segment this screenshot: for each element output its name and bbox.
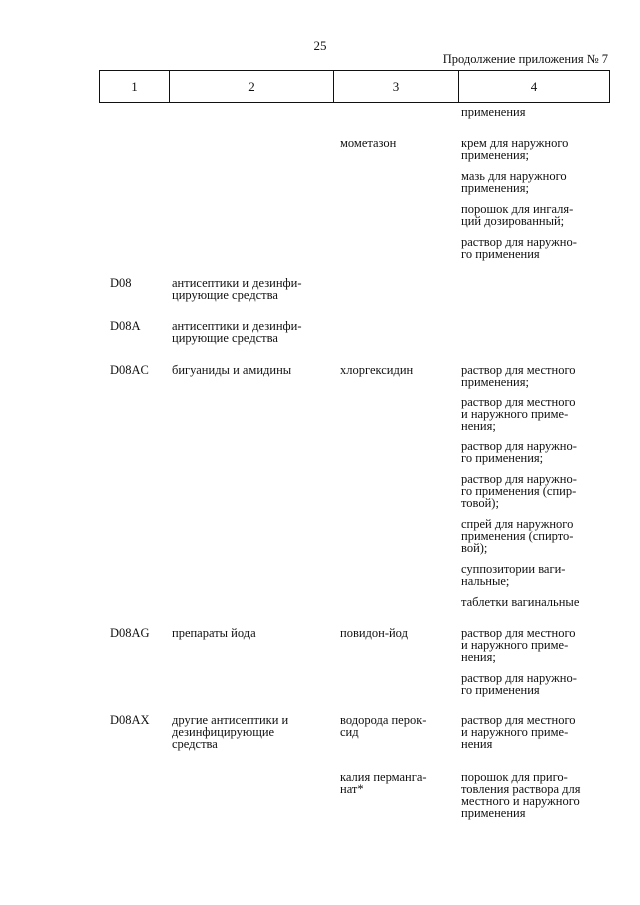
form-cell: порошок для ингаля- ций дозированный; <box>461 202 574 228</box>
header-col-2: 2 <box>170 71 334 102</box>
page-number: 25 <box>313 38 327 53</box>
form-cell: раствор для наружно- го применения (спир- товой); <box>461 472 577 510</box>
drug-cell: хлоргексидин <box>340 363 414 377</box>
group-name-cell: антисептики и дезинфи- цирующие средства <box>172 276 302 302</box>
form-cell: раствор для местного и наружного приме- нения; <box>461 395 576 433</box>
form-cell: раствор для местного и наружного приме- нения <box>461 713 576 751</box>
continuation-note: Продолжение приложения № 7 <box>442 52 608 66</box>
form-cell: мазь для наружного применения; <box>461 169 567 195</box>
group-name-cell: другие антисептики и дезинфицирующие средства <box>172 713 289 751</box>
form-cell: раствор для наружно- го применения <box>461 671 577 697</box>
table-header <box>99 70 610 103</box>
form-cell: порошок для приго- товления раствора для местного и наружного применения <box>461 770 581 820</box>
header-col-4: 4 <box>530 78 538 94</box>
drug-cell: мометазон <box>340 136 397 150</box>
drug-cell: водорода перок- сид <box>340 713 427 739</box>
form-cell: крем для наружного применения; <box>461 136 569 162</box>
code-cell: D08AG <box>110 626 150 640</box>
header-col-3: 3 <box>334 71 459 102</box>
code-cell: D08AX <box>110 713 150 727</box>
form-cell: суппозитории ваги- нальные; <box>461 562 566 588</box>
carry-over-form: применения <box>461 105 526 119</box>
form-cell: раствор для наружно- го применения <box>461 235 577 261</box>
form-cell: раствор для наружно- го применения; <box>461 439 577 465</box>
form-cell: раствор для местного применения; <box>461 363 576 389</box>
drug-cell: калия перманга- нат* <box>340 770 427 796</box>
code-cell: D08AC <box>110 363 149 377</box>
form-cell: таблетки вагинальные <box>461 595 580 609</box>
form-cell: спрей для наружного применения (спирто- вой); <box>461 517 574 555</box>
group-name-cell: антисептики и дезинфи- цирующие средства <box>172 319 302 345</box>
code-cell: D08 <box>110 276 132 290</box>
code-cell: D08A <box>110 319 141 333</box>
header-col-1: 1 <box>100 71 170 102</box>
group-name-cell: бигуаниды и амидины <box>172 363 292 377</box>
drug-cell: повидон-йод <box>340 626 408 640</box>
group-name-cell: препараты йода <box>172 626 256 640</box>
form-cell: раствор для местного и наружного приме- нения; <box>461 626 576 664</box>
